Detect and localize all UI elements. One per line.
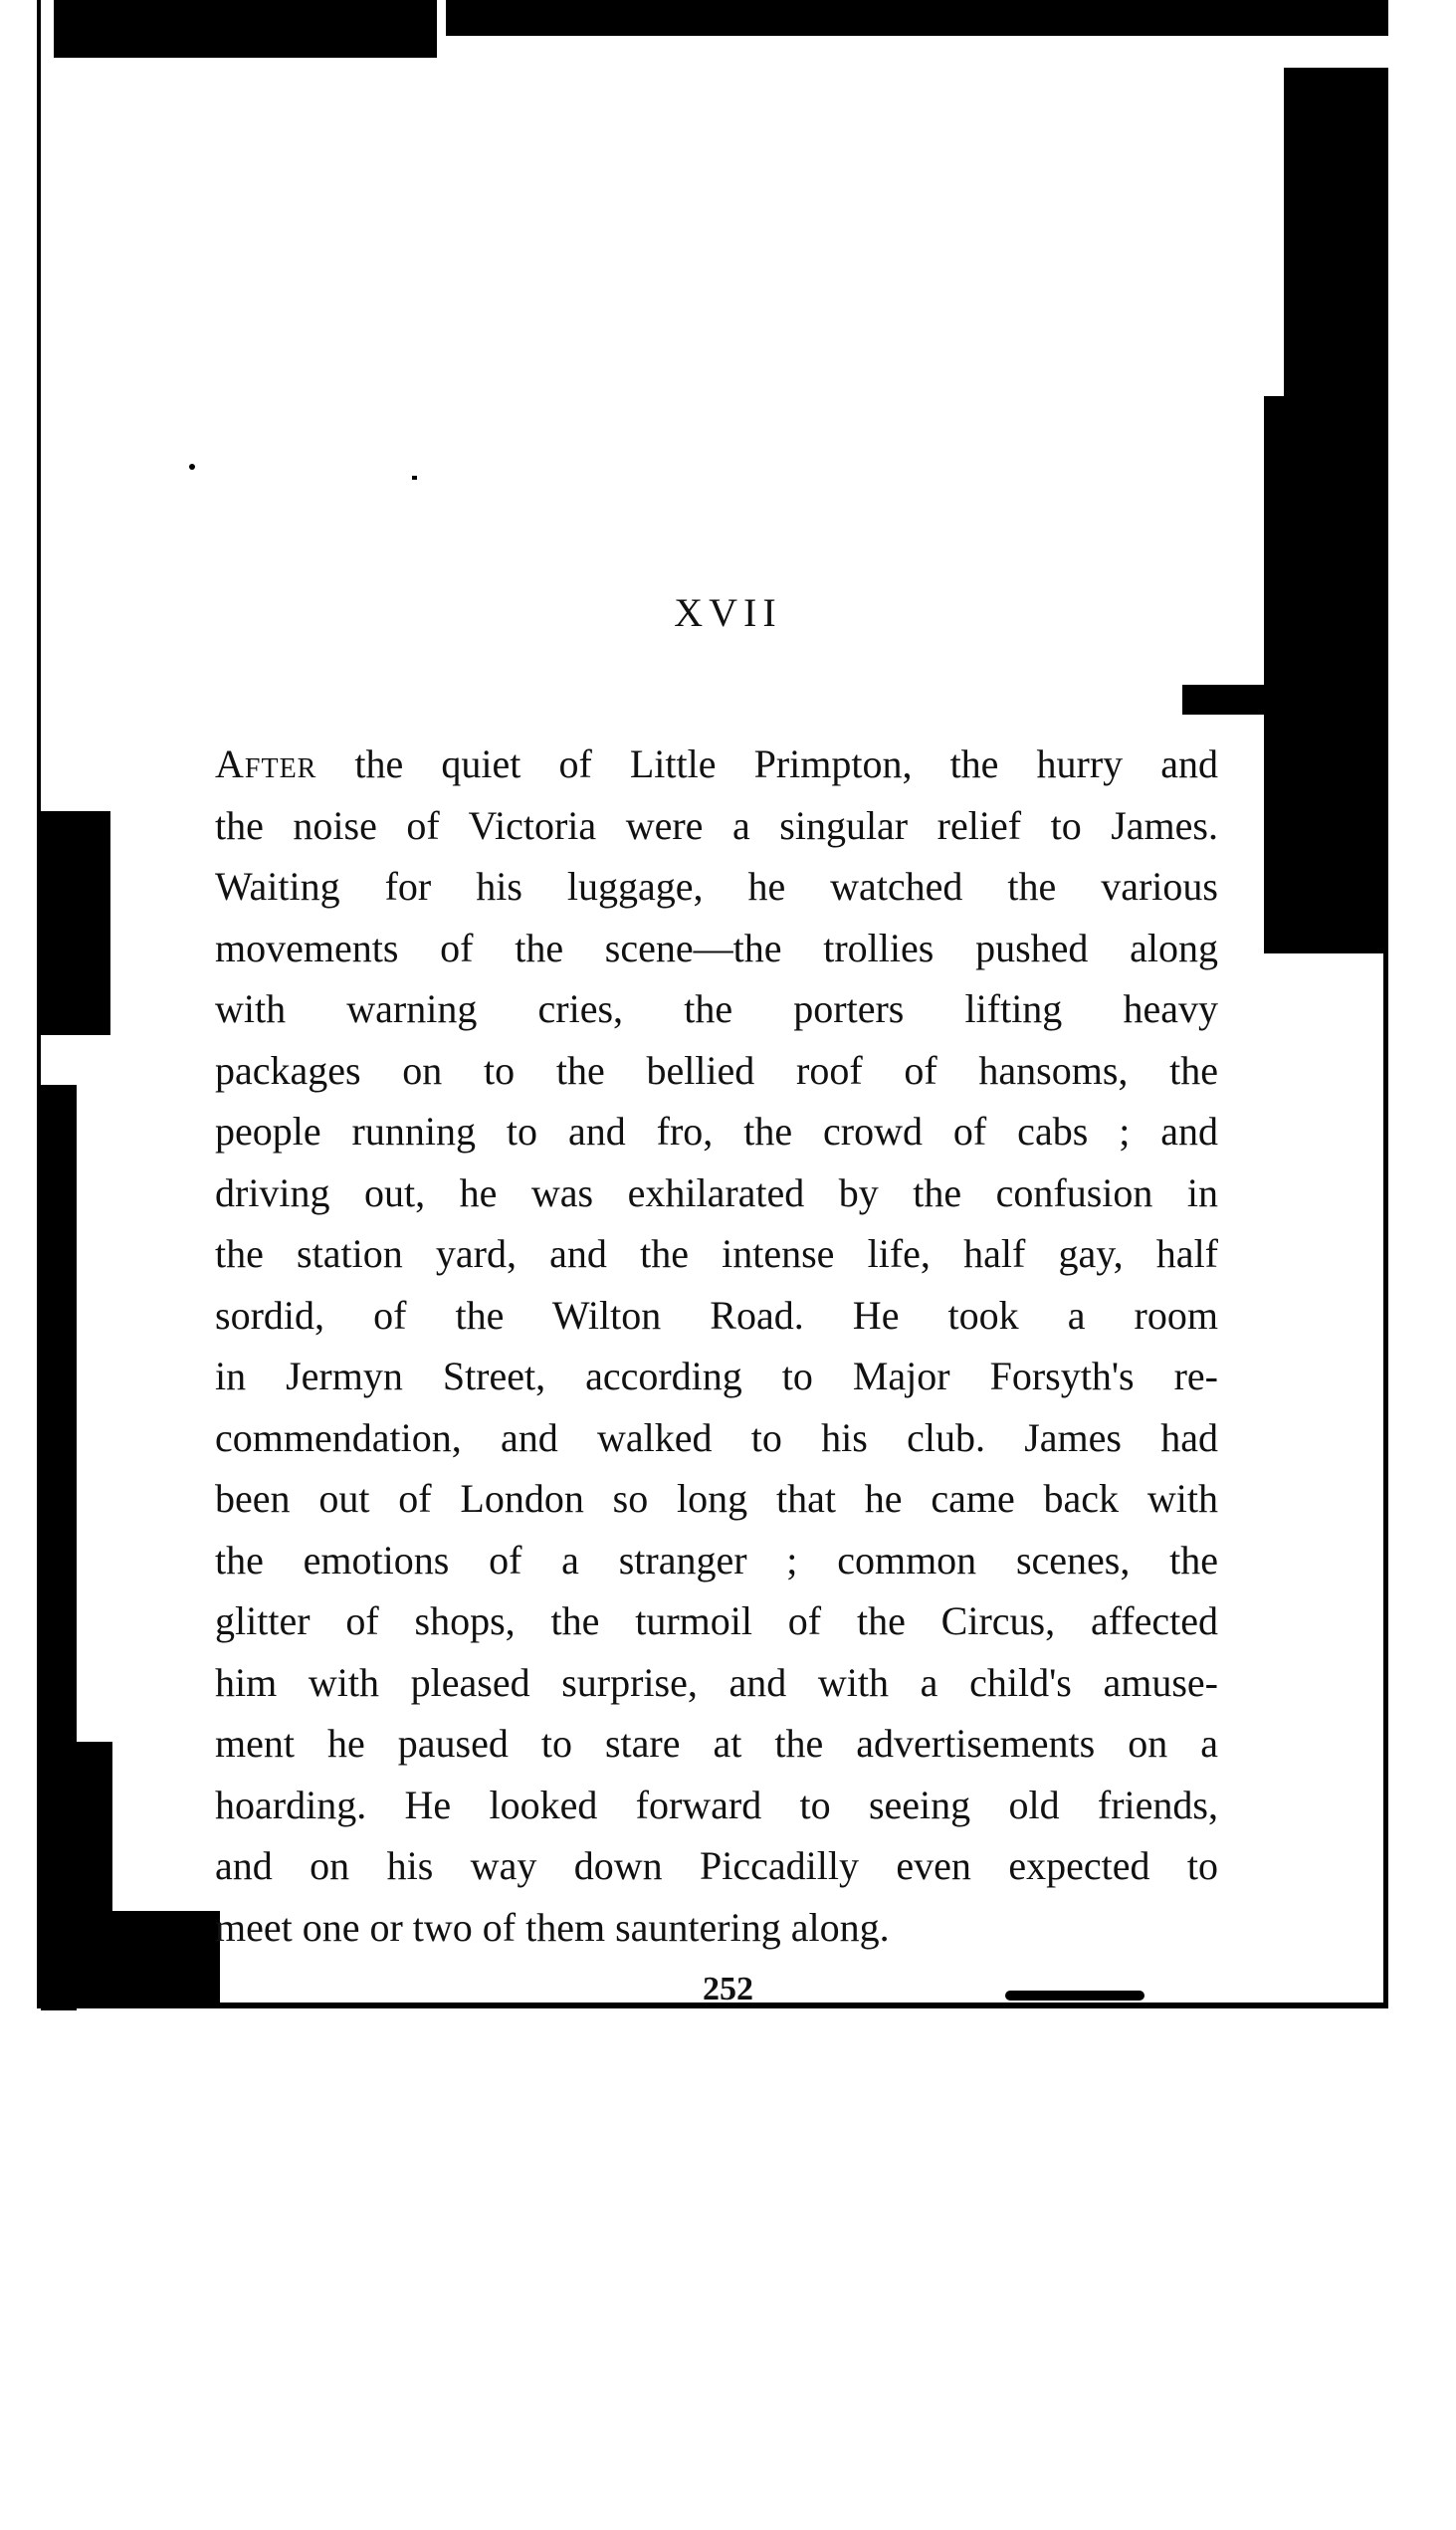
- text-line: glitter of shops, the turmoil of the Circus, affected: [215, 1598, 1218, 1643]
- body-paragraph: [215, 734, 1218, 1958]
- page-number: 252: [703, 1971, 753, 2007]
- text-line: movements of the scene—the trollies pushed along: [215, 925, 1218, 970]
- scan-border-right-mid: [1264, 396, 1388, 953]
- chapter-heading: XVII: [674, 590, 782, 635]
- text-line: people running to and fro, the crowd of cabs ; and: [215, 1109, 1218, 1154]
- text-line: After the quiet of Little Primpton, the hurry and: [215, 741, 1218, 786]
- drop-word: After: [215, 741, 317, 786]
- scan-speck: [412, 476, 417, 480]
- text-line: driving out, he was exhilarated by the confusion in: [215, 1169, 1218, 1215]
- text-line: sordid, of the Wilton Road. He took a room: [215, 1292, 1218, 1338]
- text-line: him with pleased surprise, and with a child's amuse-: [215, 1659, 1218, 1705]
- scan-border-top-right: [446, 0, 1388, 36]
- text-line: ment he paused to stare at the advertisements on a: [215, 1721, 1218, 1766]
- text-line: meet one or two of them sauntering along.: [215, 1904, 890, 1950]
- scan-border-right-upper: [1284, 68, 1388, 396]
- text-line: the emotions of a stranger ; common scenes, the: [215, 1537, 1218, 1582]
- text-line: the noise of Victoria were a singular relief to James.: [215, 802, 1218, 848]
- text-line: Waiting for his luggage, he watched the various: [215, 864, 1218, 909]
- text-line: been out of London so long that he came back with: [215, 1476, 1218, 1521]
- text-line: hoarding. He looked forward to seeing old friends,: [215, 1782, 1218, 1827]
- scan-border-right-edge: [1383, 953, 1388, 2008]
- scan-border-left-mid: [41, 811, 110, 1035]
- text-line: and on his way down Piccadilly even expected to: [215, 1843, 1218, 1888]
- scan-border-top-left: [54, 0, 437, 58]
- text-line: packages on to the bellied roof of hansoms, the: [215, 1047, 1218, 1093]
- scan-speck: [189, 464, 195, 470]
- text-line: with warning cries, the porters lifting heavy: [215, 986, 1218, 1031]
- text-line: commendation, and walked to his club. James had: [215, 1414, 1218, 1460]
- text-line: the station yard, and the intense life, half gay, half: [215, 1231, 1218, 1276]
- text-line: in Jermyn Street, according to Major Forsyth's re-: [215, 1354, 1218, 1398]
